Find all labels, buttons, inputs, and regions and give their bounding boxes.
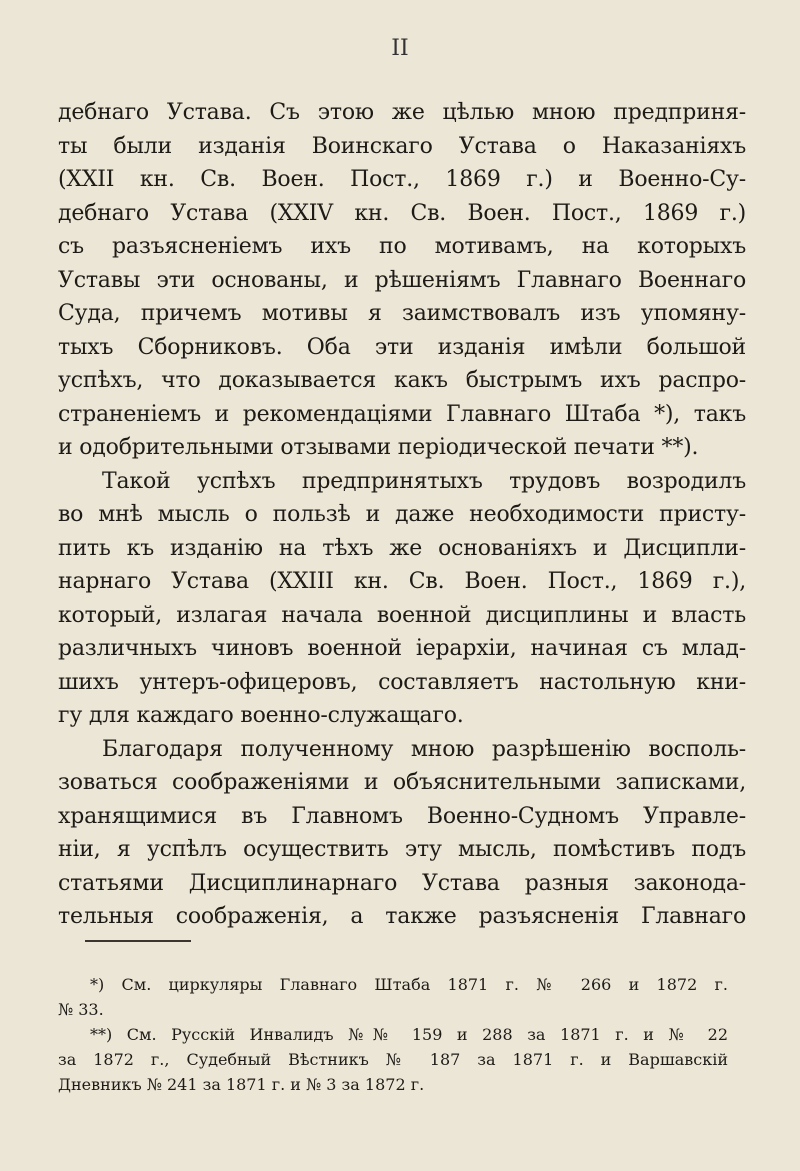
text-line: ты были изданія Воинскаго Устава о Наказаніяхъ bbox=[58, 133, 746, 159]
footnote-line: *) См. циркуляры Главнаго Штаба 1871 г. № 266 и 1872 г. bbox=[90, 975, 728, 994]
text-line: который, излагая начала военной дисциплины и власть bbox=[58, 602, 746, 628]
text-line: (XXII кн. Св. Воен. Пост., 1869 г.) и Военно-Су- bbox=[58, 167, 746, 192]
footnote-line: № 33. bbox=[58, 1000, 104, 1019]
text-line: страненіемъ и рекомендаціями Главнаго Штаба *), такъ bbox=[58, 401, 746, 427]
text-line: ніи, я успѣлъ осуществить эту мысль, помѣстивъ подъ bbox=[58, 837, 746, 862]
text-line: Такой успѣхъ предпринятыхъ трудовъ возродилъ bbox=[102, 468, 746, 494]
text-line: тельныя соображенія, а также разъясненія Главнаго bbox=[58, 904, 746, 929]
text-line: статьями Дисциплинарнаго Устава разныя законода- bbox=[58, 870, 746, 896]
text-line: Суда, причемъ мотивы я заимствовалъ изъ упомяну- bbox=[58, 301, 746, 326]
body-text bbox=[58, 96, 746, 934]
page-number: II bbox=[391, 36, 409, 61]
text-line: шихъ унтеръ-офицеровъ, составляетъ настольную кни- bbox=[58, 669, 746, 695]
text-line: различныхъ чиновъ военной іерархіи, начиная съ млад- bbox=[58, 636, 746, 661]
text-line: Уставы эти основаны, и рѣшеніямъ Главнаго Военнаго bbox=[58, 267, 746, 293]
text-line: дебнаго Устава. Съ этою же цѣлью мною предприня- bbox=[58, 100, 746, 125]
text-line: Благодаря полученному мною разрѣшенію восполь- bbox=[102, 736, 746, 762]
footnote-line: за 1872 г., Судебный Вѣстникъ № 187 за 1871 г. и Варшавскій bbox=[58, 1050, 728, 1069]
text-line: нарнаго Устава (XXIII кн. Св. Воен. Пост., 1869 г.), bbox=[58, 569, 746, 594]
text-line: дебнаго Устава (XXIV кн. Св. Воен. Пост., 1869 г.) bbox=[58, 200, 746, 226]
text-line: и одобрительными отзывами періодической печати **). bbox=[58, 435, 699, 460]
text-line: съ разъясненіемъ ихъ по мотивамъ, на которыхъ bbox=[58, 234, 746, 259]
text-line: тыхъ Сборниковъ. Оба эти изданія имѣли большой bbox=[58, 334, 746, 360]
text-line: хранящимися въ Главномъ Военно-Судномъ Управле- bbox=[58, 803, 746, 829]
text-line: пить къ изданію на тѣхъ же основаніяхъ и Дисципли- bbox=[58, 535, 746, 561]
footnote-divider bbox=[85, 940, 191, 942]
text-line: успѣхъ, что доказывается какъ быстрымъ ихъ распро- bbox=[58, 368, 746, 393]
text-line: гу для каждаго военно-служащаго. bbox=[58, 703, 464, 728]
footnote-line: **) См. Русскій Инвалидъ №№ 159 и 288 за 1871 г. и № 22 bbox=[90, 1025, 728, 1044]
text-line: во мнѣ мысль о пользѣ и даже необходимости присту- bbox=[58, 502, 746, 527]
footnotes bbox=[58, 972, 728, 1097]
text-line: зоваться соображеніями и объяснительными записками, bbox=[58, 770, 746, 795]
footnote-line: Дневникъ № 241 за 1871 г. и № 3 за 1872 г. bbox=[58, 1075, 425, 1094]
